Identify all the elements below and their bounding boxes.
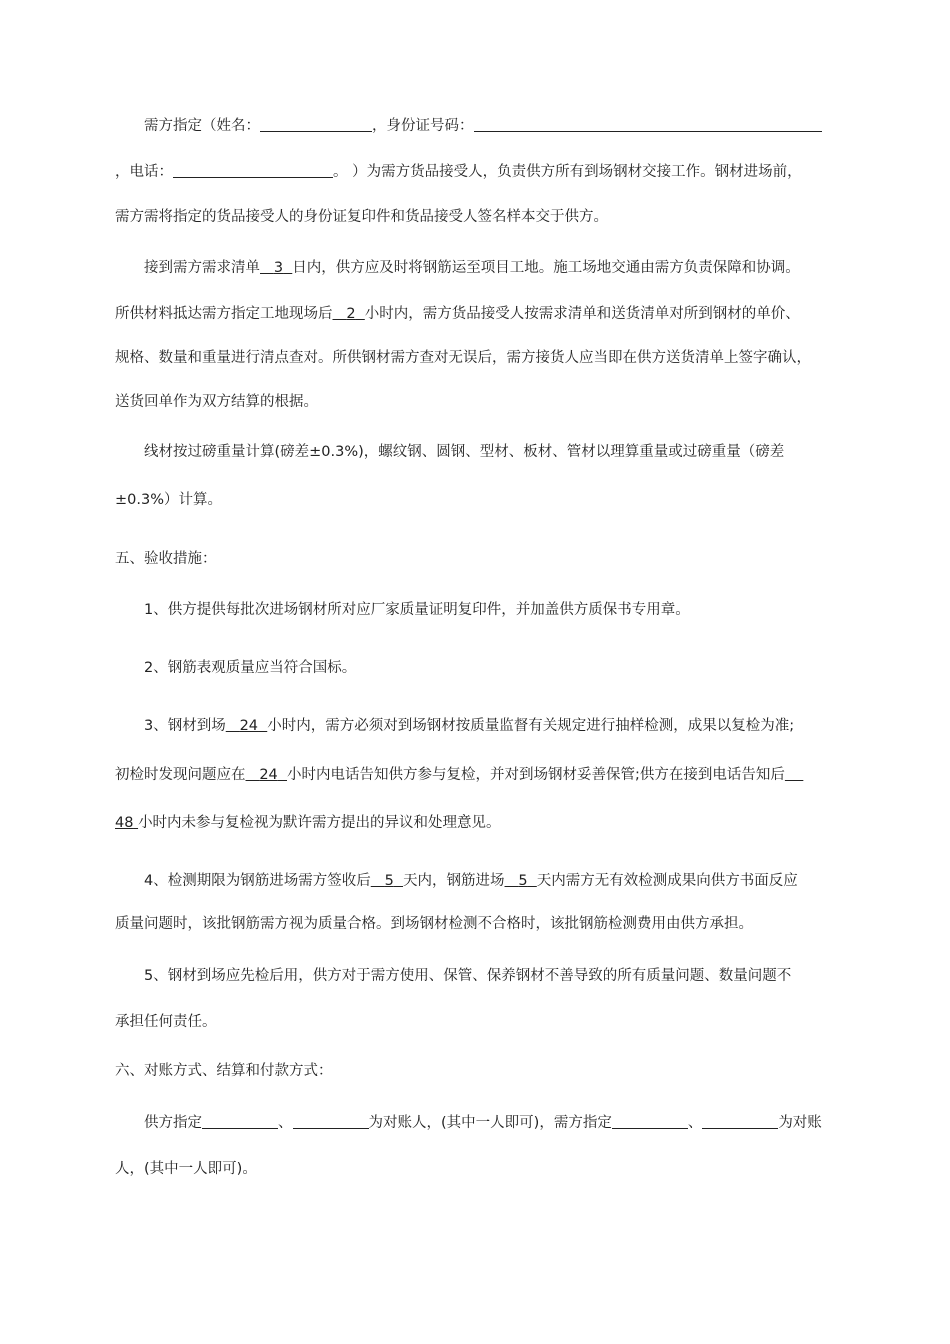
weight-line-1: 线材按过磅重量计算(磅差±0.3%)，螺纹钢、圆钢、型材、板材、管材以理算重量或过磅重量（磅差 <box>144 444 785 460</box>
hours-number: 24 <box>239 718 259 734</box>
phone-blank[interactable] <box>173 162 333 178</box>
section5-item-4-line-1 <box>144 871 798 891</box>
section6-line-1 <box>144 1113 822 1133</box>
separator: 、 <box>278 1115 293 1131</box>
delivery-text: 所供材料抵达需方指定工地现场后 <box>115 306 333 322</box>
phone-label: ，电话： <box>115 164 173 180</box>
delivery-text: 日内，供方应及时将钢筋运至项目工地。施工场地交通由需方负责保障和协调。 <box>292 260 800 276</box>
delivery-line-1 <box>144 258 800 278</box>
delivery-hours-value <box>333 306 365 322</box>
section5-item-3-line-3 <box>115 813 501 833</box>
item3-text: 小时内电话告知供方参与复检，并对到场钢材妥善保管;供方在接到电话告知后 <box>287 767 785 783</box>
hours-number: 2 <box>346 306 356 322</box>
section6-text: 为对账 <box>778 1115 822 1131</box>
item3-hours-1 <box>226 718 268 734</box>
buyer-reconciler-1-blank[interactable] <box>612 1113 688 1129</box>
section5-item-3-line-2 <box>115 765 803 785</box>
item3-text: 3、钢材到场 <box>144 718 226 734</box>
section5-title: 五、验收措施： <box>115 551 217 567</box>
section5-item-4-line-2: 质量问题时，该批钢筋需方视为质量合格。到场钢材检测不合格时，该批钢筋检测费用由供方承担。 <box>115 916 753 932</box>
days-number: 5 <box>384 873 394 889</box>
weight-line-2: ±0.3%）计算。 <box>115 492 222 508</box>
days-number: 3 <box>273 260 284 276</box>
delivery-text: 接到需方需求清单 <box>144 260 260 276</box>
receiver-line-3: 需方需将指定的货品接受人的身份证复印件和货品接受人签名样本交于供方。 <box>115 209 608 225</box>
hours-number: 48 <box>115 815 134 831</box>
delivery-line-3: 规格、数量和重量进行清点查对。所供钢材需方查对无误后，需方接货人应当即在供方送货清单上签字确认， <box>115 350 811 366</box>
section6-line-2: 人，(其中一人即可)。 <box>115 1161 257 1177</box>
item4-text: 天内需方无有效检测成果向供方书面反应 <box>536 873 798 889</box>
receiver-line-2 <box>115 162 802 182</box>
item4-days-2 <box>505 873 537 889</box>
section5-item-5-line-1: 5、钢材到场应先检后用，供方对于需方使用、保管、保养钢材不善导致的所有质量问题、数量问题不 <box>144 968 792 984</box>
item4-text: 天内，钢筋进场 <box>403 873 505 889</box>
item4-text: 4、检测期限为钢筋进场需方签收后 <box>144 873 371 889</box>
item3-text: 初检时发现问题应在 <box>115 767 246 783</box>
delivery-text: 小时内，需方货品接受人按需求清单和送货清单对所到钢材的单价、 <box>364 306 800 322</box>
item3-underline-tail <box>785 767 803 783</box>
section5-item-2: 2、钢筋表观质量应当符合国标。 <box>144 660 357 676</box>
receiver-line-1 <box>144 116 822 136</box>
item4-days-1 <box>371 873 403 889</box>
id-number-blank[interactable] <box>474 116 822 132</box>
item3-hours-3 <box>115 815 138 831</box>
buyer-reconciler-2-blank[interactable] <box>702 1113 778 1129</box>
name-blank[interactable] <box>260 116 372 132</box>
days-number: 5 <box>518 873 528 889</box>
item3-text: 小时内未参与复检视为默许需方提出的异议和处理意见。 <box>138 815 501 831</box>
hours-number: 24 <box>259 767 278 783</box>
delivery-line-2 <box>115 304 800 324</box>
supplier-reconciler-2-blank[interactable] <box>293 1113 369 1129</box>
item3-text: 小时内，需方必须对到场钢材按质量监督有关规定进行抽样检测，成果以复检为准; <box>267 718 795 734</box>
section6-text: 为对账人，(其中一人即可)，需方指定 <box>368 1115 612 1131</box>
receiver-prefix: 需方指定（姓名： <box>144 118 260 134</box>
section6-title: 六、对账方式、结算和付款方式： <box>115 1063 333 1079</box>
section5-item-5-line-2: 承担任何责任。 <box>115 1014 217 1030</box>
section5-item-1: 1、供方提供每批次进场钢材所对应厂家质量证明复印件，并加盖供方质保书专用章。 <box>144 602 690 618</box>
receiver-end-text: 。 ）为需方货品接受人，负责供方所有到场钢材交接工作。钢材进场前， <box>333 164 802 180</box>
delivery-days-value <box>260 260 292 276</box>
supplier-reconciler-1-blank[interactable] <box>202 1113 278 1129</box>
item3-hours-2 <box>246 767 288 783</box>
section6-text: 供方指定 <box>144 1115 202 1131</box>
separator: 、 <box>687 1115 703 1131</box>
section5-item-3-line-1 <box>144 716 794 736</box>
delivery-line-4: 送货回单作为双方结算的根据。 <box>115 394 318 410</box>
id-label: ，身份证号码： <box>372 118 474 134</box>
